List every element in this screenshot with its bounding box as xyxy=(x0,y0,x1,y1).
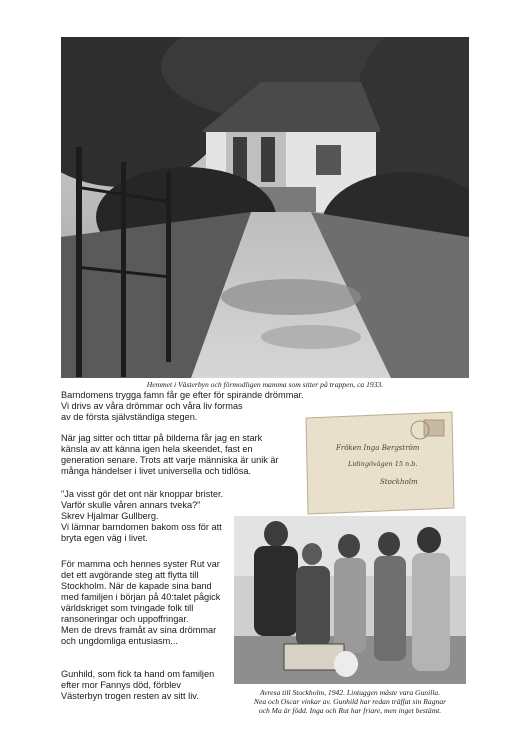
text-line: Men de drevs framåt av sina drömmar xyxy=(61,625,217,635)
text-line: Vi drivs av våra drömmar och våra liv formas xyxy=(61,401,243,411)
letter-line-3: Stockholm xyxy=(380,478,418,486)
text-line: Stockholm. När de kapade sina band xyxy=(61,581,212,591)
paragraph-4 xyxy=(61,559,220,647)
letter-line-1: Fröken Inga Bergström xyxy=(336,444,420,452)
text-line: med familjen i början på 40:talet pågick xyxy=(61,592,221,602)
text-line: och ungdomliga entusiasm... xyxy=(61,636,178,646)
text-line: ransoneringar och uppoffringar. xyxy=(61,614,189,624)
text-line: För mamma och hennes syster Rut var xyxy=(61,559,220,569)
caption-line-1: Avresa till Stockholm, 1942. Lintuggen måste vara Gunilla. xyxy=(259,688,441,697)
paragraph-3-quote xyxy=(61,489,223,544)
text-line: många händelser i livet universella och tidlösa. xyxy=(61,466,251,476)
paragraph-1 xyxy=(61,390,304,423)
text-line: av de första självständiga stegen. xyxy=(61,412,198,422)
text-line: efter mor Fannys död, förblev xyxy=(61,680,182,690)
text-line: "Ja visst gör det ont när knoppar brister. xyxy=(61,489,224,499)
text-line: det ett avgörande steg att flytta till xyxy=(61,570,199,580)
text-line: När jag sitter och tittar på bilderna får jag en stark xyxy=(61,433,263,443)
text-line: världskriget som tvingade folk till xyxy=(61,603,194,613)
text-line: känsla av att känna igen hela skeendet, fast en xyxy=(61,444,253,454)
departure-photo-caption xyxy=(234,688,466,715)
text-line: Skrev Hjalmar Gullberg. xyxy=(61,511,159,521)
house-photo-caption: Hemmet i Västerbyn och förmodligen mamma som sitter på trappen, ca 1933. xyxy=(146,380,384,389)
paragraph-5 xyxy=(61,669,214,702)
house-photo xyxy=(61,37,469,378)
departure-photo xyxy=(234,516,466,684)
text-line: generation senare. Trots att varje människa är unik är xyxy=(61,455,279,465)
envelope-photo xyxy=(302,410,456,516)
text-line: bryta egen väg i livet. xyxy=(61,533,148,543)
text-line: Vi lämnar barndomen bakom oss för att xyxy=(61,522,222,532)
text-line: Barndomens trygga famn får ge efter för spirande drömmar. xyxy=(61,390,304,400)
text-line: Västerbyn trogen resten av sitt liv. xyxy=(61,691,199,701)
letter-line-2: Lidingövägen 15 n.b. xyxy=(348,460,418,468)
paragraph-2 xyxy=(61,433,279,477)
text-line: Gunhild, som fick ta hand om familjen xyxy=(61,669,215,679)
caption-line-3: och Ma är född. Inga och Rut har friare, men inget bestämt. xyxy=(258,706,442,715)
caption-line-2: Nea och Oscar vinkar av. Gunhild har redan träffat sin Ragnar xyxy=(253,697,447,706)
text-line: Varför skulle våren annars tveka?" xyxy=(61,500,201,510)
